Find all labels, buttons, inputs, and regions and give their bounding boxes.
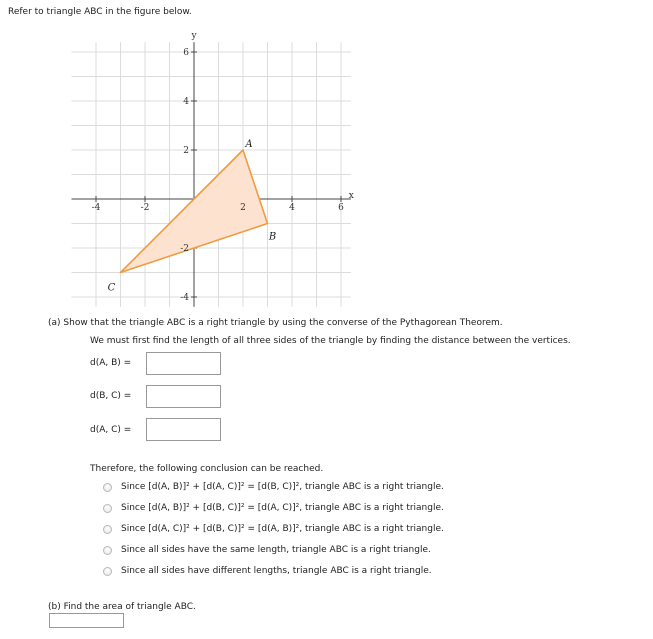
part-a-instruction: We must first find the length of all three sides of the triangle by finding the distance between the vertices. (90, 336, 571, 346)
x-tick-label: -2 (140, 203, 150, 213)
grid (72, 42, 351, 307)
vertex-label-b: B (268, 231, 277, 243)
coordinate-graph (0, 0, 653, 310)
distance-bc-label: d(B, C) = (90, 391, 132, 401)
y-tick-label: -2 (180, 244, 189, 254)
radio-button[interactable] (103, 504, 112, 513)
radio-button[interactable] (103, 546, 112, 555)
distance-ac-input[interactable] (146, 418, 221, 441)
option-label: Since [d(A, B)]² + [d(B, C)]² = [d(A, C)]², triangle ABC is a right triangle. (121, 503, 444, 513)
option-label: Since all sides have different lengths, triangle ABC is a right triangle. (121, 566, 432, 576)
distance-ab-input[interactable] (146, 352, 221, 375)
x-tick-label: -4 (91, 203, 101, 213)
conclusion-text: Therefore, the following conclusion can be reached. (90, 464, 324, 474)
conclusion-option-2[interactable] (103, 503, 444, 513)
y-tick-label: 6 (183, 48, 189, 58)
y-tick-label: 2 (183, 146, 189, 156)
vertex-label-a: A (245, 139, 253, 150)
distance-ac-label: d(A, C) = (90, 425, 132, 435)
option-label: Since [d(A, C)]² + [d(B, C)]² = [d(A, B)]², triangle ABC is a right triangle. (121, 524, 444, 534)
x-tick-label: 6 (338, 203, 344, 213)
vertex-label-c: C (107, 282, 116, 294)
conclusion-option-5[interactable] (103, 566, 432, 576)
y-tick-label: 4 (183, 97, 189, 107)
part-b-prompt: (b) Find the area of triangle ABC. (48, 602, 196, 612)
x-tick-label: 4 (289, 203, 295, 213)
conclusion-option-1[interactable] (103, 482, 444, 492)
area-input[interactable] (49, 613, 124, 628)
radio-button[interactable] (103, 567, 112, 576)
radio-button[interactable] (103, 525, 112, 534)
conclusion-option-3[interactable] (103, 524, 444, 534)
distance-bc-input[interactable] (146, 385, 221, 408)
part-a-prompt: (a) Show that the triangle ABC is a right triangle by using the converse of the Pythagorean Theorem. (48, 318, 503, 328)
radio-button[interactable] (103, 483, 112, 492)
option-label: Since [d(A, B)]² + [d(A, C)]² = [d(B, C)]², triangle ABC is a right triangle. (121, 482, 444, 492)
x-axis-label: x (348, 191, 354, 201)
y-axis-label: y (191, 31, 197, 42)
option-label: Since all sides have the same length, triangle ABC is a right triangle. (121, 545, 431, 555)
conclusion-option-4[interactable] (103, 545, 431, 555)
x-tick-label: 2 (240, 203, 246, 213)
y-tick-label: -4 (180, 293, 189, 303)
intro-text: Refer to triangle ABC in the figure below. (8, 7, 192, 17)
distance-ab-label: d(A, B) = (90, 358, 132, 368)
